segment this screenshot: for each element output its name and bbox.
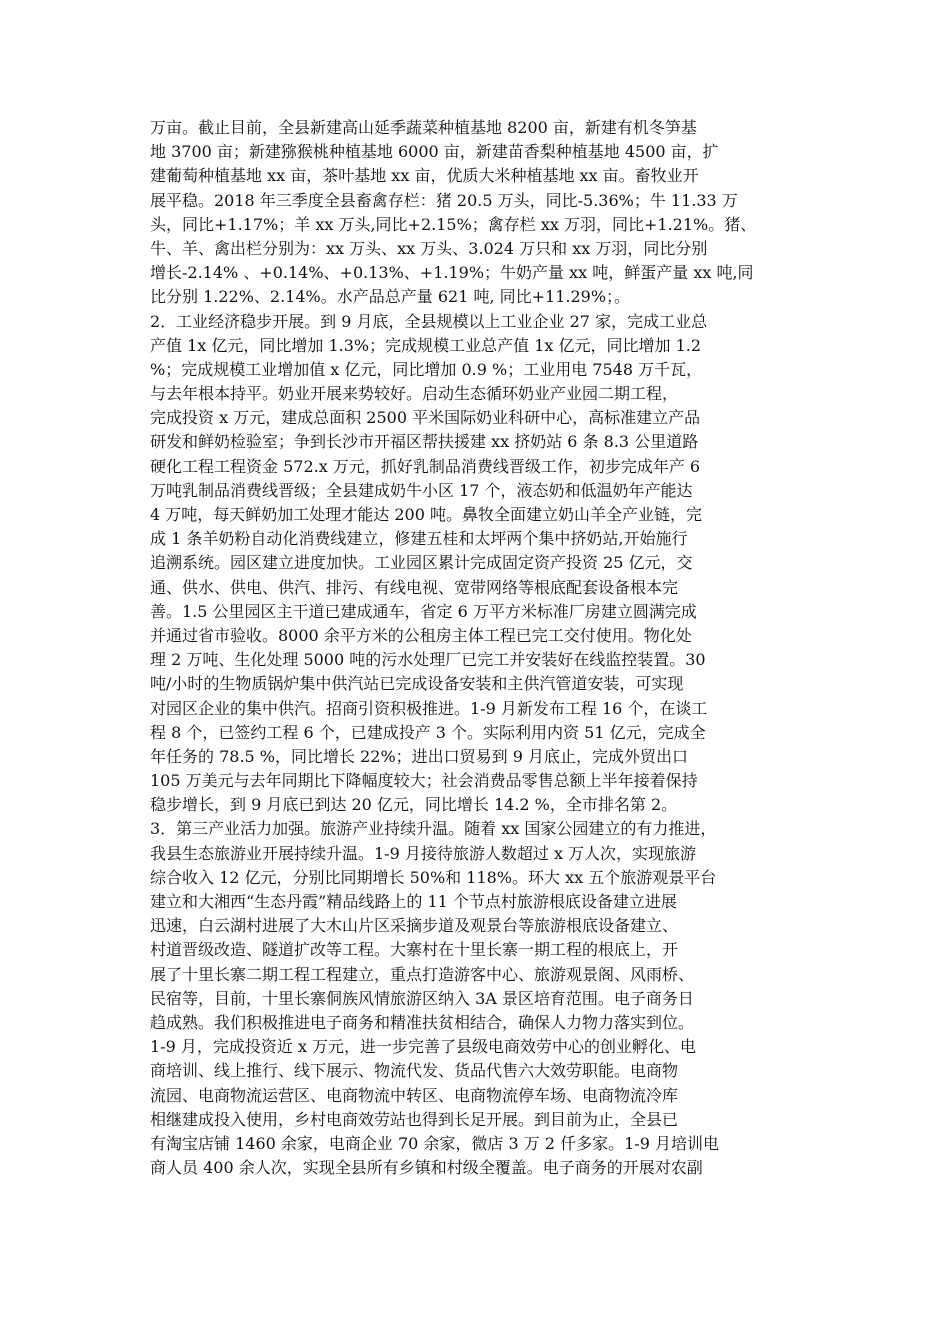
text-line: 完成投资 x 万元，建成总面积 2500 平米国际奶业科研中心，高标准建立产品 bbox=[150, 408, 701, 428]
text-line: 流园、电商物流运营区、电商物流中转区、电商物流停车场、电商物流冷库 bbox=[150, 1085, 679, 1105]
text-line: 地 3700 亩；新建猕猴桃种植基地 6000 亩，新建苗香梨种植基地 4500 亩，扩 bbox=[150, 142, 719, 162]
text-line: 建葡萄种植基地 xx 亩，茶叶基地 xx 亩，优质大米种植基地 xx 亩。畜牧业开 bbox=[150, 166, 699, 186]
text-line: 万亩。截止目前，全县新建高山延季蔬菜种植基地 8200 亩，新建有机冬笋基 bbox=[150, 118, 697, 137]
text-line: 并通过省市验收。8000 余平方米的公租房主体工程已完工交付使用。物化处 bbox=[150, 625, 692, 645]
text-line: 与去年根本持平。奶业开展来势较好。启动生态循环奶业产业园二期工程， bbox=[150, 384, 679, 404]
text-line: 稳步增长，到 9 月底已到达 20 亿元，同比增长 14.2 %，全市排名第 2。 bbox=[150, 795, 678, 815]
text-line: 展平稳。2018 年三季度全县畜禽存栏：猪 20.5 万头，同比-5.36%；牛 11.33 万 bbox=[150, 190, 738, 210]
text-line: %；完成规模工业增加值 x 亿元，同比增加 0.9 %；工业用电 7548 万千瓦， bbox=[150, 359, 703, 379]
text-line: 成 1 条羊奶粉自动化消费线建立，修建五桂和太坪两个集中挤奶站,开始施行 bbox=[150, 529, 688, 549]
text-line: 3．第三产业活力加强。旅游产业持续升温。随着 xx 国家公园建立的有力推进， bbox=[150, 819, 717, 839]
text-line: 研发和鲜奶检验室；争到长沙市开福区帮扶援建 xx 挤奶站 6 条 8.3 公里道路 bbox=[150, 432, 699, 452]
text-line: 万吨乳制品消费线晋级；全县建成奶牛小区 17 个，液态奶和低温奶年产能达 bbox=[150, 480, 693, 500]
text-line: 产值 1x 亿元，同比增加 1.3%；完成规模工业总产值 1x 亿元，同比增加 1.2 bbox=[150, 335, 702, 355]
text-line: 商人员 400 余人次，实现全县所有乡镇和村级全覆盖。电子商务的开展对农副 bbox=[150, 1158, 703, 1178]
text-line: 追溯系统。园区建立进度加快。工业园区累计完成固定资产投资 25 亿元，交 bbox=[150, 553, 693, 573]
text-line: 展了十里长寨二期工程工程建立，重点打造游客中心、旅游观景阁、风雨桥、 bbox=[150, 964, 695, 984]
text-line: 村道晋级改造、隧道扩改等工程。大寨村在十里长寨一期工程的根底上，开 bbox=[150, 940, 679, 960]
text-line: 增长-2.14% 、+0.14%、+0.13%、+1.19%；牛奶产量 xx 吨，鲜蛋产量 xx 吨,同 bbox=[150, 263, 754, 283]
text-line: 有淘宝店铺 1460 余家，电商企业 70 余家，微店 3 万 2 仟多家。1-9 月培训电 bbox=[150, 1133, 719, 1153]
text-line: 105 万美元与去年同期比下降幅度较大；社会消费品零售总额上半年接着保持 bbox=[150, 771, 698, 791]
text-line: 善。1.5 公里园区主干道已建成通车，省定 6 万平方米标准厂房建立圆满完成 bbox=[150, 601, 697, 621]
text-line: 比分别 1.22%、2.14%。水产品总产量 621 吨, 同比+11.29%；。 bbox=[150, 287, 631, 307]
text-line: 通、供水、供电、供汽、排污、有线电视、宽带网络等根底配套设备根本完 bbox=[150, 577, 679, 597]
text-line: 吨/小时的生物质锅炉集中供汽站已完成设备安装和主供汽管道安装，可实现 bbox=[150, 674, 684, 694]
text-line: 头，同比+1.17%；羊 xx 万头,同比+2.15%；禽存栏 xx 万羽，同比+1.21%。猪、 bbox=[150, 214, 757, 234]
text-line: 相继建成投入使用，乡村电商效劳站也得到长足开展。到目前为止，全县已 bbox=[150, 1109, 679, 1129]
text-line: 硬化工程工程资金 572.x 万元，抓好乳制品消费线晋级工作，初步完成年产 6 bbox=[150, 456, 701, 476]
text-line: 2．工业经济稳步开展。到 9 月底，全县规模以上工业企业 27 家，完成工业总 bbox=[150, 311, 708, 331]
text-line: 商培训、线上推行、线下展示、物流代发、货品代售六大效劳职能。电商物 bbox=[150, 1061, 679, 1081]
text-line: 综合收入 12 亿元，分别比同期增长 50%和 118%。环大 xx 五个旅游观景平台 bbox=[150, 867, 717, 887]
body-text bbox=[150, 116, 810, 1180]
text-line: 1-9 月，完成投资近 x 万元，进一步完善了县级电商效劳中心的创业孵化、电 bbox=[150, 1037, 697, 1057]
text-line: 程 8 个，已签约工程 6 个，已建成投产 3 个。实际利用内资 51 亿元，完成全 bbox=[150, 722, 706, 742]
text-line: 4 万吨，每天鲜奶加工处理才能达 200 吨。鼻牧全面建立奶山羊全产业链，完 bbox=[150, 505, 702, 524]
text-line: 民宿等，目前，十里长寨侗族风情旅游区纳入 3A 景区培育范围。电子商务日 bbox=[150, 988, 694, 1008]
text-line: 迅速，白云湖村进展了大木山片区采摘步道及观景台等旅游根底设备建立、 bbox=[150, 916, 679, 936]
text-line: 对园区企业的集中供汽。招商引资积极推进。1-9 月新发布工程 16 个，在谈工 bbox=[150, 698, 708, 718]
text-line: 趋成熟。我们积极推进电子商务和精准扶贫相结合，确保人力物力落实到位。 bbox=[150, 1012, 695, 1032]
text-line: 年任务的 78.5 %，同比增长 22%；进出口贸易到 9 月底止，完成外贸出口 bbox=[150, 746, 689, 766]
text-line: 我县生态旅游业开展持续升温。1-9 月接待旅游人数超过 x 万人次，实现旅游 bbox=[150, 843, 697, 863]
text-line: 理 2 万吨、生化处理 5000 吨的污水处理厂已完工并安装好在线监控装置。30 bbox=[150, 650, 706, 670]
text-line: 建立和大湘西“生态丹霞”精品线路上的 11 个节点村旅游根底设备建立进展 bbox=[150, 892, 677, 911]
text-line: 牛、羊、禽出栏分别为：xx 万头、xx 万头、3.024 万只和 xx 万羽，同比分别 bbox=[150, 238, 708, 258]
